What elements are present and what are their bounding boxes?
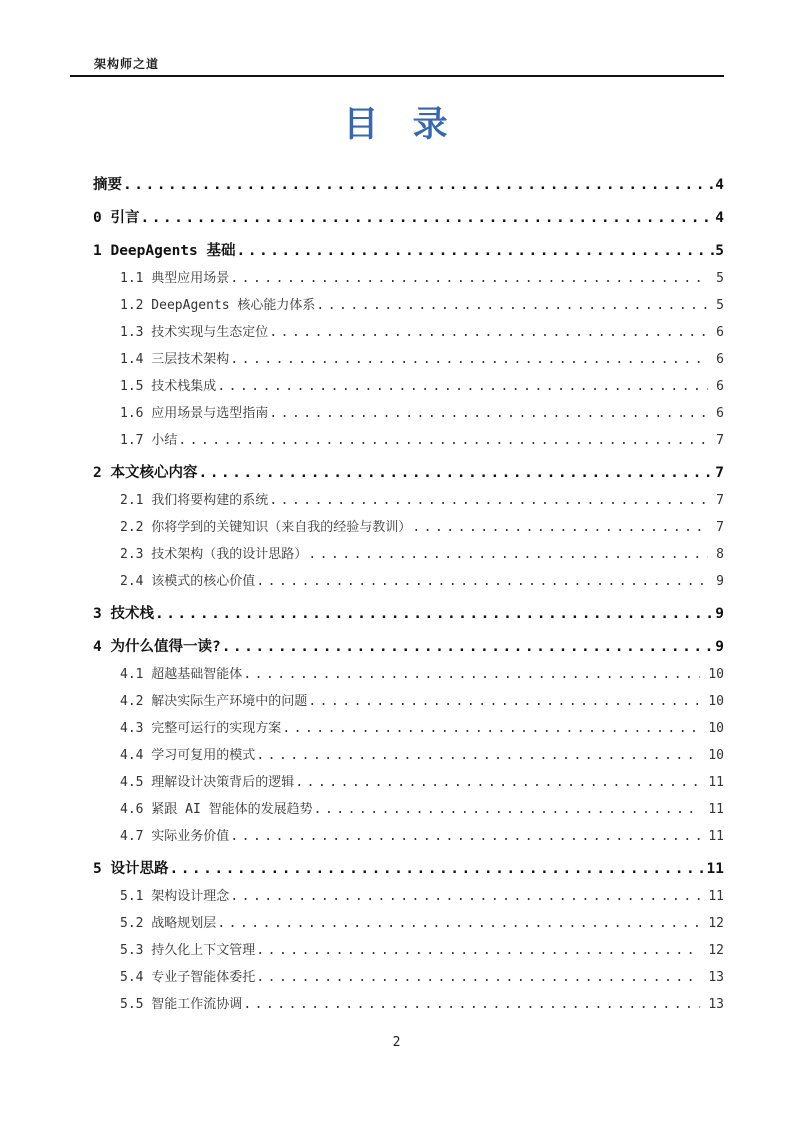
toc-entry-page: 5	[715, 243, 724, 259]
toc-entry-page: 6	[716, 325, 724, 340]
toc-entry-label: 1.6 应用场景与选型指南	[120, 406, 269, 421]
toc-entry-label: 1.1 典型应用场景	[120, 271, 230, 286]
toc-dot-leader	[230, 265, 708, 292]
header-rule	[70, 75, 724, 77]
toc-dot-leader	[269, 400, 708, 427]
toc-entry-page: 11	[708, 802, 724, 817]
toc-entry[interactable]	[70, 601, 724, 628]
toc-entry[interactable]	[70, 715, 724, 742]
toc-entry-label: 3 技术栈	[93, 606, 154, 622]
toc-entry-page: 8	[716, 547, 724, 562]
toc-entry-label: 1.4 三层技术架构	[120, 352, 230, 367]
toc-entry-label: 2.1 我们将要构建的系统	[120, 493, 269, 508]
toc-entry-label: 4.4 学习可复用的模式	[120, 748, 256, 763]
toc-dot-leader	[269, 487, 708, 514]
toc-entry[interactable]	[70, 427, 724, 454]
toc-entry-page: 5	[716, 271, 724, 286]
toc-entry-label: 5.1 架构设计理念	[120, 889, 230, 904]
toc-entry-page: 10	[708, 694, 724, 709]
toc-entry-page: 11	[708, 889, 724, 904]
toc-dot-leader	[269, 319, 708, 346]
toc-entry[interactable]	[70, 460, 724, 487]
toc-entry-label: 2.4 该模式的核心价值	[120, 574, 256, 589]
toc-entry[interactable]	[70, 634, 724, 661]
toc-entry-page: 11	[706, 861, 724, 877]
toc-entry-page: 10	[708, 721, 724, 736]
toc-entry-label: 4.2 解决实际生产环境中的问题	[120, 694, 308, 709]
toc-entry-label: 5 设计思路	[93, 861, 169, 877]
toc-entry[interactable]	[70, 769, 724, 796]
toc-entry-label: 4.7 实际业务价值	[120, 829, 230, 844]
toc-entry[interactable]	[70, 373, 724, 400]
toc-entry-label: 1.5 技术栈集成	[120, 379, 217, 394]
toc-dot-leader	[230, 346, 708, 373]
toc-dot-leader	[243, 661, 700, 688]
toc-entry-page: 4	[715, 210, 724, 226]
toc-entry[interactable]	[70, 991, 724, 1018]
toc-entry-label: 5.3 持久化上下文管理	[120, 943, 256, 958]
toc-entry-label: 4.5 理解设计决策背后的逻辑	[120, 775, 295, 790]
toc-entry[interactable]	[70, 796, 724, 823]
toc-entry[interactable]	[70, 400, 724, 427]
toc-entry-label: 4.1 超越基础智能体	[120, 667, 243, 682]
toc-entry[interactable]	[70, 172, 724, 199]
toc-entry-label: 2.3 技术架构（我的设计思路）	[120, 547, 308, 562]
toc-entry-page: 11	[708, 829, 724, 844]
toc-entry-page: 10	[708, 748, 724, 763]
toc-entry[interactable]	[70, 661, 724, 688]
toc-entry[interactable]	[70, 541, 724, 568]
toc-entry-page: 10	[708, 667, 724, 682]
toc-dot-leader	[217, 373, 708, 400]
toc-entry[interactable]	[70, 346, 724, 373]
toc-entry-label: 5.2 战略规划层	[120, 916, 217, 931]
toc-dot-leader	[295, 769, 700, 796]
toc-dot-leader	[237, 238, 715, 265]
toc-dot-leader	[169, 856, 705, 883]
toc-dot-leader	[155, 601, 714, 628]
toc-entry-page: 13	[708, 970, 724, 985]
toc-dot-leader	[308, 541, 708, 568]
toc-entry-label: 2.2 你将学到的关键知识（来自我的经验与教训）	[120, 520, 412, 535]
toc-entry-label: 1.7 小结	[120, 433, 178, 448]
running-header-title: 架构师之道	[94, 57, 160, 71]
toc-dot-leader	[282, 715, 700, 742]
toc-entry[interactable]	[70, 238, 724, 265]
toc-dot-leader	[256, 568, 708, 595]
toc-entry-label: 2 本文核心内容	[93, 465, 198, 481]
toc-dot-leader	[140, 205, 714, 232]
toc-entry-label: 0 引言	[93, 210, 140, 226]
toc-entry[interactable]	[70, 319, 724, 346]
toc-entry[interactable]	[70, 514, 724, 541]
toc-entry[interactable]	[70, 568, 724, 595]
toc-entry[interactable]	[70, 856, 724, 883]
toc-entry-page: 13	[708, 997, 724, 1012]
toc-dot-leader	[256, 742, 700, 769]
toc-dot-leader	[217, 910, 700, 937]
toc-entry-page: 7	[716, 433, 724, 448]
toc-dot-leader	[308, 688, 700, 715]
toc-page-title: 目 录	[343, 105, 450, 145]
toc-entry-label: 5.5 智能工作流协调	[120, 997, 243, 1012]
toc-dot-leader	[123, 172, 714, 199]
toc-entry-page: 7	[715, 465, 724, 481]
toc-entry-page: 5	[716, 298, 724, 313]
toc-entry-label: 5.4 专业子智能体委托	[120, 970, 256, 985]
toc-entry-page: 9	[715, 606, 724, 622]
toc-dot-leader	[314, 796, 701, 823]
toc-dot-leader	[256, 964, 700, 991]
toc-entry-label: 4.3 完整可运行的实现方案	[120, 721, 282, 736]
toc-entry-page: 4	[715, 177, 724, 193]
toc-entry-label: 摘要	[93, 177, 122, 193]
toc-dot-leader	[178, 427, 708, 454]
toc-dot-leader	[412, 514, 708, 541]
toc-entry-page: 12	[708, 916, 724, 931]
toc-entry[interactable]	[70, 688, 724, 715]
toc-entry[interactable]	[70, 292, 724, 319]
toc-entry-page: 6	[716, 379, 724, 394]
toc-dot-leader	[316, 292, 708, 319]
toc-entry-label: 1 DeepAgents 基础	[93, 243, 236, 259]
toc-entry[interactable]	[70, 487, 724, 514]
toc-entry[interactable]	[70, 964, 724, 991]
toc-entry-label: 4 为什么值得一读?	[93, 639, 221, 655]
toc-entry-label: 1.3 技术实现与生态定位	[120, 325, 269, 340]
toc-entry-page: 11	[708, 775, 724, 790]
table-of-contents	[70, 166, 724, 1018]
toc-dot-leader	[230, 883, 700, 910]
toc-entry-page: 12	[708, 943, 724, 958]
toc-entry-label: 4.6 紧跟 AI 智能体的发展趋势	[120, 802, 313, 817]
toc-entry-page: 6	[716, 352, 724, 367]
toc-entry-page: 7	[716, 493, 724, 508]
footer-page-number: 2	[392, 1035, 401, 1050]
toc-entry-label: 1.2 DeepAgents 核心能力体系	[120, 298, 316, 313]
toc-dot-leader	[256, 937, 700, 964]
toc-dot-leader	[222, 634, 715, 661]
toc-entry-page: 6	[716, 406, 724, 421]
toc-dot-leader	[198, 460, 714, 487]
toc-entry-page: 9	[716, 574, 724, 589]
toc-entry[interactable]	[70, 265, 724, 292]
toc-dot-leader	[230, 823, 700, 850]
toc-entry[interactable]	[70, 883, 724, 910]
toc-dot-leader	[243, 991, 700, 1018]
toc-entry[interactable]	[70, 910, 724, 937]
toc-entry[interactable]	[70, 742, 724, 769]
toc-entry-page: 7	[716, 520, 724, 535]
toc-entry[interactable]	[70, 823, 724, 850]
toc-entry-page: 9	[715, 639, 724, 655]
toc-entry[interactable]	[70, 205, 724, 232]
toc-entry[interactable]	[70, 937, 724, 964]
